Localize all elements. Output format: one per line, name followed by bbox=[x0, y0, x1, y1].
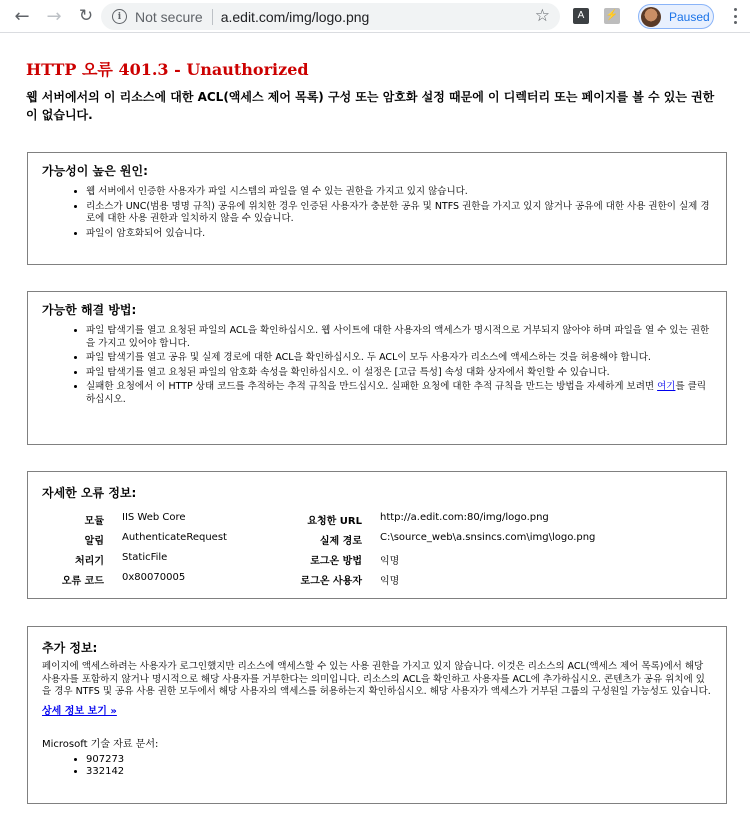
extension-a-icon[interactable]: A bbox=[573, 8, 589, 24]
solutions-list bbox=[42, 325, 711, 406]
error-description: 웹 서버에서의 이 리소스에 대한 ACL(액세스 제어 목록) 구성 또는 암호화 설정 때문에 이 디렉터리 또는 페이지를 볼 수 있는 권한이 없습니다. bbox=[26, 90, 715, 122]
list-item: • 파일이 암호화되어 있습니다. bbox=[86, 228, 711, 241]
list-item: • 파일 탐색기를 열고 요청된 파일의 암호화 속성을 확인하십시오. 이 설정은 [고급 특성] 속성 대화 상자에서 확인할 수 있습니다. bbox=[86, 367, 711, 380]
info-icon[interactable]: i bbox=[112, 9, 127, 24]
list-item: • 332142 bbox=[86, 766, 711, 779]
detail-label: 실제 경로 bbox=[319, 536, 362, 547]
list-item-text: 실패한 요청에서 이 HTTP 상태 코드를 추적하는 추적 규칙을 만드십시오. 실패한 요청에 대한 추적 규칙을 만드는 방법을 자세하게 보려면 bbox=[86, 381, 658, 392]
reload-icon[interactable]: ↻ bbox=[78, 6, 94, 26]
table-row bbox=[42, 512, 595, 532]
kb-list bbox=[42, 754, 711, 779]
extension-b-icon[interactable]: ⚡ bbox=[604, 8, 620, 24]
detail-value: 익명 bbox=[380, 576, 400, 587]
list-item: • 리소스가 UNC(범용 명명 규칙) 공유에 위치한 경우 인증된 사용자가 충분한 공유 및 NTFS 권한을 가지고 있지 않거나 공유에 대한 사용 권한이 실제 경로에 대한 사용 권한과 일치하지 않을 수 있습니다. bbox=[86, 201, 711, 226]
detail-label: 알림 bbox=[84, 536, 104, 547]
detail-value: IIS Web Core bbox=[122, 512, 186, 523]
bookmark-star-icon[interactable]: ☆ bbox=[534, 6, 550, 25]
address-divider bbox=[212, 9, 213, 25]
detail-value: 0x80070005 bbox=[122, 572, 186, 583]
list-item: • 파일 탐색기를 열고 공유 및 실제 경로에 대한 ACL을 확인하십시오. 두 ACL이 모두 사용자가 리소스에 액세스하는 것을 허용해야 합니다. bbox=[86, 352, 711, 365]
detail-label: 오류 코드 bbox=[61, 576, 104, 587]
trace-rules-link[interactable]: 여기 bbox=[657, 381, 676, 392]
table-row bbox=[42, 552, 595, 572]
more-info-box bbox=[27, 626, 727, 804]
detail-label: 요청한 URL bbox=[307, 516, 362, 527]
detail-label: 로그온 방법 bbox=[310, 556, 362, 567]
detail-label: 로그온 사용자 bbox=[300, 576, 362, 587]
detail-label: 처리기 bbox=[75, 556, 104, 567]
back-arrow-icon[interactable]: ← bbox=[14, 5, 30, 27]
causes-list bbox=[42, 186, 711, 240]
details-box bbox=[27, 471, 727, 599]
security-label[interactable]: Not secure bbox=[135, 8, 203, 25]
list-item bbox=[86, 381, 711, 406]
forward-arrow-icon[interactable]: → bbox=[46, 5, 62, 27]
detail-value: AuthenticateRequest bbox=[122, 532, 227, 543]
details-table bbox=[42, 512, 595, 592]
detail-label: 모듈 bbox=[84, 516, 104, 527]
profile-status: Paused bbox=[669, 9, 710, 24]
causes-box bbox=[27, 152, 727, 265]
profile-button[interactable] bbox=[638, 4, 714, 29]
avatar bbox=[641, 7, 661, 27]
view-more-link[interactable]: 상세 정보 보기 » bbox=[42, 705, 117, 717]
error-page bbox=[0, 33, 750, 124]
solutions-heading: 가능한 해결 방법: bbox=[42, 303, 137, 317]
list-item-text: 를 클릭하십시오. bbox=[86, 381, 707, 405]
solutions-box bbox=[27, 291, 727, 445]
detail-value: http://a.edit.com:80/img/logo.png bbox=[380, 512, 549, 523]
table-row bbox=[42, 532, 595, 552]
list-item: • 웹 서버에서 인증한 사용자가 파일 시스템의 파일을 열 수 있는 권한을 가지고 있지 않습니다. bbox=[86, 186, 711, 199]
detail-value: StaticFile bbox=[122, 552, 168, 563]
list-item: • 파일 탐색기를 열고 요청된 파일의 ACL을 확인하십시오. 웹 사이트에 대한 사용자의 액세스가 명시적으로 거부되지 않아야 하며 파일을 열 수 있는 권한을 가지고 있어야 합니다. bbox=[86, 325, 711, 350]
details-heading: 자세한 오류 정보: bbox=[42, 486, 137, 500]
browser-menu-icon[interactable] bbox=[728, 6, 742, 26]
more-info-heading: 추가 정보: bbox=[42, 641, 98, 655]
list-item: • 907273 bbox=[86, 754, 711, 767]
address-bar[interactable] bbox=[101, 3, 560, 30]
error-title: HTTP 오류 401.3 - Unauthorized bbox=[26, 60, 309, 79]
detail-value: 익명 bbox=[380, 556, 400, 567]
detail-value: C:\source_web\a.snsincs.com\img\logo.png bbox=[380, 532, 596, 543]
kb-title: Microsoft 기술 자료 문서: bbox=[42, 738, 159, 750]
table-row bbox=[42, 572, 595, 592]
browser-toolbar bbox=[0, 0, 750, 33]
more-info-text: 페이지에 액세스하려는 사용자가 로그인했지만 리소스에 액세스할 수 있는 사용 권한을 가지고 있지 않습니다. 이것은 리소스의 ACL(액세스 제어 목록)에서 해당 사용자를 포함하지 않거나 명시적으로 해당 사용자를 거부한다는 의미입니다. 리소스의 ACL을 확인하고 사용자를 ACL에 추가하십시오. 콘텐츠가 공유 위치에 있을 경우 NTFS 및 공유 사용 권한 모두에서 해당 사용자의 액세스를 허용하는지 확인하십시오. 해당 사용자가 액세스가 거부된 그룹의 구성원일 가능성도 있습니다. bbox=[42, 661, 711, 697]
causes-heading: 가능성이 높은 원인: bbox=[42, 164, 148, 178]
url-text[interactable]: a.edit.com/img/logo.png bbox=[220, 8, 370, 25]
